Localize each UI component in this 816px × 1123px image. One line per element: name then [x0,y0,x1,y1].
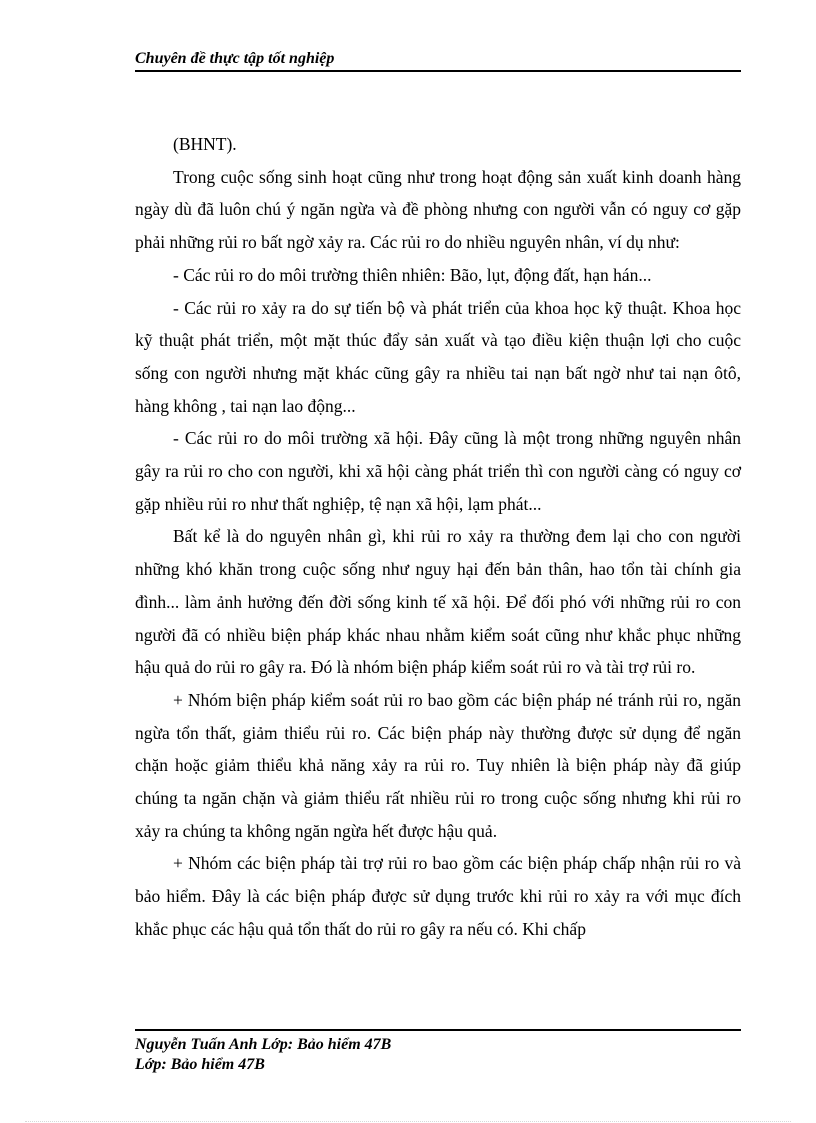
header-divider [135,70,741,72]
paragraph: - Các rủi ro do môi trường thiên nhiên: Bão, lụt, động đất, hạn hán... [173,264,652,285]
footer-class-line: Lớp: Bảo hiểm 47B [135,1056,265,1073]
header-title: Chuyên đề thực tập tốt nghiệp [135,50,335,67]
paragraph: - Các rủi ro do môi trường xã hội. Đây cũng là một trong những nguyên nhân gây ra rủi ro cho con người, khi xã hội càng phát triển thì con người càng có nguy cơ gặp nhiều rủi ro như thất nghiệp, tệ nạn xã hội, lạm phát... [135,428,741,514]
footer-author-line: Nguyễn Tuấn Anh Lớp: Bảo hiểm 47B [135,1036,392,1053]
paragraph: + Nhóm biện pháp kiểm soát rủi ro bao gồm các biện pháp né tránh rủi ro, ngăn ngừa tổn thất, giảm thiểu rủi ro. Các biện pháp này thường được sử dụng để ngăn chặn hoặc giảm thiểu khả năng xảy ra rủi ro. Tuy nhiên là biện pháp này đã giúp chúng ta ngăn chặn và giảm thiểu rất nhiều rủi ro trong cuộc sống nhưng khi rủi ro xảy ra chúng ta không ngăn ngừa hết được hậu quả. [135,689,741,841]
paragraph: - Các rủi ro xảy ra do sự tiến bộ và phát triển của khoa học kỹ thuật. Khoa học kỹ thuật phát triển, một mặt thúc đẩy sản xuất và tạo điều kiện thuận lợi cho cuộc sống con người nhưng mặt khác cũng gây ra nhiều tai nạn bất ngờ như tai nạn ôtô, hàng không , tai nạn lao động... [135,297,741,416]
page-edge-divider [25,1121,791,1122]
paragraph: + Nhóm các biện pháp tài trợ rủi ro bao gồm các biện pháp chấp nhận rủi ro và bảo hiểm. Đây là các biện pháp được sử dụng trước khi rủi ro xảy ra với mục đích khắc phục các hậu quả tổn thất do rủi ro gây ra nếu có. Khi chấp [135,853,741,939]
footer-divider [135,1029,741,1031]
paragraph: Bất kể là do nguyên nhân gì, khi rủi ro xảy ra thường đem lại cho con người những khó khăn trong cuộc sống như nguy hại đến bản thân, hao tổn tài chính gia đình... làm ảnh hưởng đến đời sống kinh tế xã hội. Để đối phó với những rủi ro con người đã có nhiều biện pháp khác nhau nhằm kiểm soát cũng như khắc phục những hậu quả do rủi ro gây ra. Đó là nhóm biện pháp kiểm soát rủi ro và tài trợ rủi ro. [135,526,741,678]
paragraph: Trong cuộc sống sinh hoạt cũng như trong hoạt động sản xuất kinh doanh hàng ngày dù đã luôn chú ý ngăn ngừa và đề phòng nhưng con người vẫn có nguy cơ gặp phải những rủi ro bất ngờ xảy ra. Các rủi ro do nhiều nguyên nhân, ví dụ như: [135,166,741,253]
paragraph: (BHNT). [173,134,237,154]
document-body [135,128,741,946]
footer [135,1035,741,1075]
